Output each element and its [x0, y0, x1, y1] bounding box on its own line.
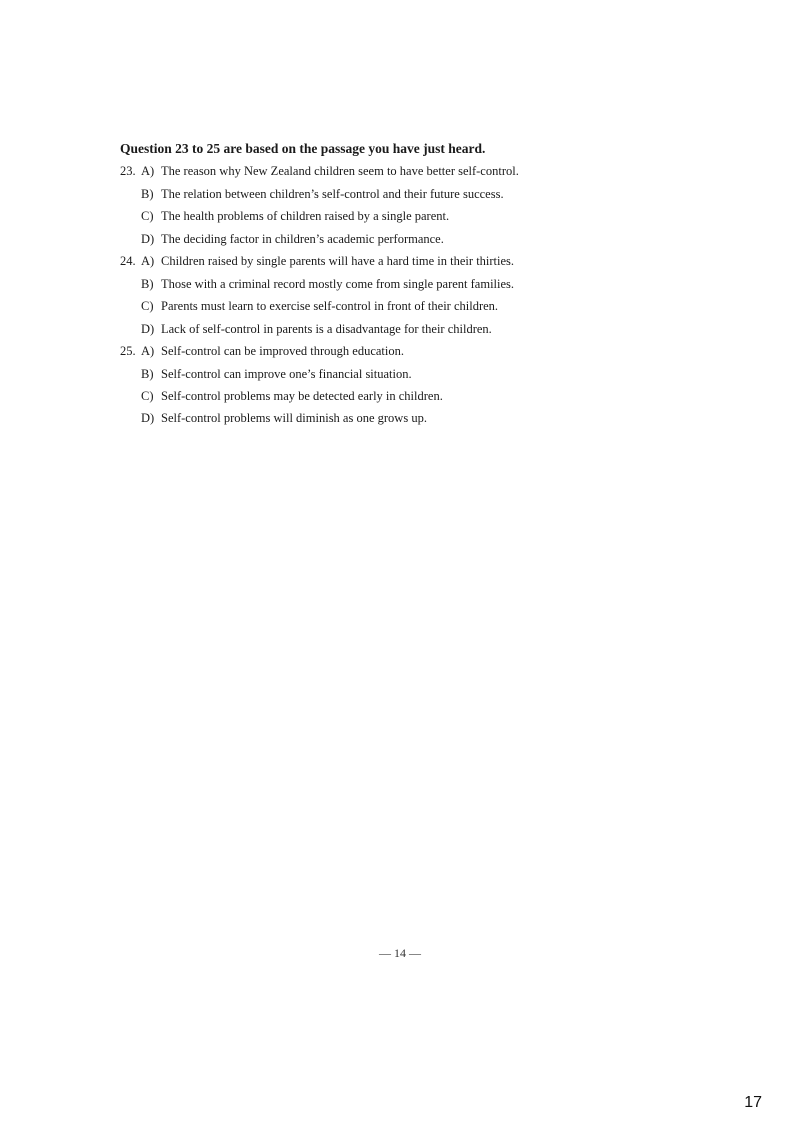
question-25-option-a	[120, 343, 404, 359]
question-number: 23.	[120, 164, 136, 178]
question-23-option-d	[141, 231, 444, 247]
option-text: The deciding factor in children’s academic performance.	[161, 232, 444, 246]
page-footer-number: — 14 —	[379, 946, 421, 960]
option-text: The relation between children’s self-control and their future success.	[161, 187, 504, 201]
option-letter: A)	[141, 254, 155, 268]
option-text: Self-control problems may be detected early in children.	[161, 389, 443, 403]
option-letter: B)	[141, 367, 154, 381]
option-text: Children raised by single parents will have a hard time in their thirties.	[161, 254, 515, 268]
question-24-option-c	[141, 298, 498, 314]
question-23-option-a	[120, 163, 519, 179]
option-letter: D)	[141, 411, 155, 425]
question-25-option-d	[141, 410, 427, 426]
option-letter: C)	[141, 299, 154, 313]
question-24-option-a	[120, 253, 514, 269]
section-heading: Question 23 to 25 are based on the passage you have just heard.	[120, 141, 486, 156]
question-23-option-b	[141, 186, 504, 202]
option-text: Self-control problems will diminish as one grows up.	[161, 411, 427, 425]
option-text: Parents must learn to exercise self-control in front of their children.	[161, 299, 499, 313]
sheet-number: 17	[744, 1094, 762, 1111]
option-letter: B)	[141, 277, 154, 291]
option-letter: C)	[141, 389, 154, 403]
question-number: 24.	[120, 254, 136, 268]
option-letter: A)	[141, 344, 155, 358]
question-23-option-c	[141, 208, 449, 224]
option-text: Lack of self-control in parents is a disadvantage for their children.	[161, 322, 492, 336]
option-letter: A)	[141, 164, 155, 178]
option-text: Self-control can be improved through education.	[161, 344, 404, 358]
option-text: The reason why New Zealand children seem to have better self-control.	[161, 164, 519, 178]
option-text: Those with a criminal record mostly come from single parent families.	[161, 277, 515, 291]
option-text: The health problems of children raised by a single parent.	[161, 209, 450, 223]
question-25-option-c	[141, 388, 443, 404]
question-number: 25.	[120, 344, 136, 358]
question-24-option-d	[141, 321, 492, 337]
option-letter: B)	[141, 187, 154, 201]
question-25-option-b	[141, 366, 412, 382]
option-text: Self-control can improve one’s financial situation.	[161, 367, 412, 381]
option-letter: C)	[141, 209, 154, 223]
question-24-option-b	[141, 276, 514, 292]
option-letter: D)	[141, 232, 155, 246]
option-letter: D)	[141, 322, 155, 336]
